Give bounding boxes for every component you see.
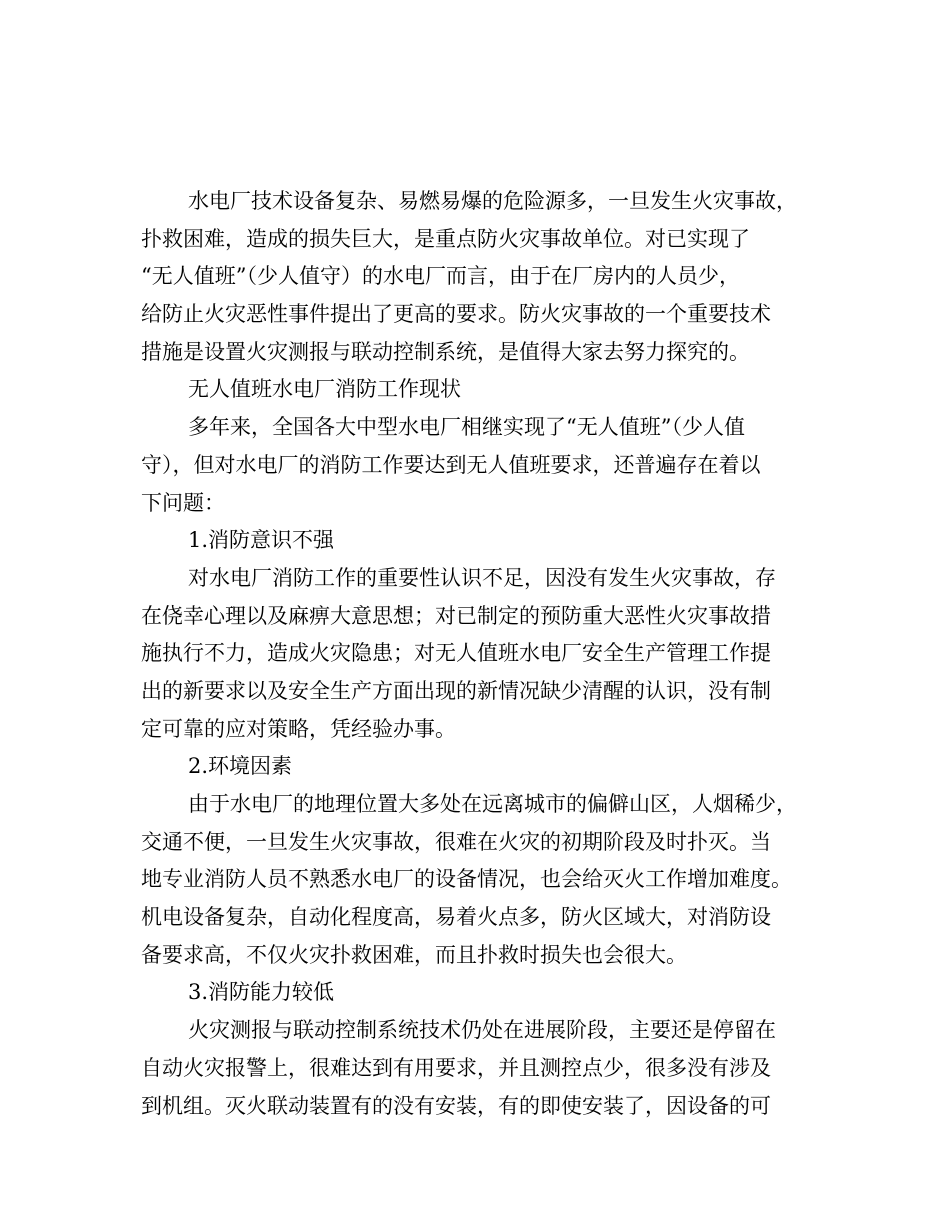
paragraph-awareness-line-1: 对水电厂消防工作的重要性认识不足，因没有发生火灾事故，存 [188, 565, 776, 590]
paragraph-environment-line-2: 交通不便，一旦发生火灾事故，很难在火灾的初期阶段及时扑灭。当 [141, 829, 771, 854]
paragraph-status-line-2: 守），但对水电厂的消防工作要达到无人值班要求，还普遍存在着以 [141, 452, 761, 477]
subheading-1: 1.消防意识不强 [188, 528, 335, 553]
paragraph-awareness-line-4: 出的新要求以及安全生产方面出现的新情况缺少清醒的认识，没有制 [141, 678, 771, 703]
paragraph-capability-line-2: 自动火灾报警上，很难达到有用要求，并且测控点少，很多没有涉及 [141, 1055, 771, 1080]
paragraph-status-line-1: 多年来，全国各大中型水电厂相继实现了“无人值班”（少人值 [188, 415, 745, 440]
paragraph-environment-line-1: 由于水电厂的地理位置大多处在远离城市的偏僻山区，人烟稀少， [188, 792, 797, 816]
paragraph-awareness-line-3: 施执行不力，造成火灾隐患；对无人值班水电厂安全生产管理工作提 [141, 641, 771, 666]
paragraph-awareness-line-5: 定可靠的应对策略，凭经验办事。 [141, 716, 456, 741]
subheading-3: 3.消防能力较低 [188, 980, 335, 1005]
paragraph-status-line-3: 下问题： [141, 490, 225, 515]
paragraph-intro-line-1: 水电厂技术设备复杂、易燃易爆的危险源多，一旦发生火灾事故， [188, 189, 797, 213]
paragraph-environment-line-4: 机电设备复杂，自动化程度高，易着火点多，防火区域大，对消防设 [141, 905, 771, 930]
paragraph-environment-line-3: 地专业消防人员不熟悉水电厂的设备情况，也会给灭火工作增加难度。 [141, 867, 792, 892]
document-body [141, 183, 813, 1125]
paragraph-awareness-line-2: 在侥幸心理以及麻痹大意思想；对已制定的预防重大恶性火灾事故措 [141, 603, 771, 628]
paragraph-intro-line-3: “无人值班”（少人值守）的水电厂而言，由于在厂房内的人员少， [141, 264, 740, 289]
paragraph-intro-line-2: 扑救困难，造成的损失巨大，是重点防火灾事故单位。对已实现了 [141, 226, 750, 251]
paragraph-intro-line-4: 给防止火灾恶性事件提出了更高的要求。防火灾事故的一个重要技术 [141, 302, 771, 327]
section-heading: 无人值班水电厂消防工作现状 [188, 377, 461, 402]
paragraph-intro-line-5: 措施是设置火灾测报与联动控制系统，是值得大家去努力探究的。 [141, 339, 750, 364]
paragraph-environment-line-5: 备要求高，不仅火灾扑救困难，而且扑救时损失也会很大。 [141, 942, 687, 967]
subheading-2: 2.环境因素 [188, 754, 293, 779]
paragraph-capability-line-3: 到机组。灭火联动装置有的没有安装，有的即使安装了，因设备的可 [141, 1093, 771, 1118]
paragraph-capability-line-1: 火灾测报与联动控制系统技术仍处在进展阶段，主要还是停留在 [188, 1018, 776, 1043]
